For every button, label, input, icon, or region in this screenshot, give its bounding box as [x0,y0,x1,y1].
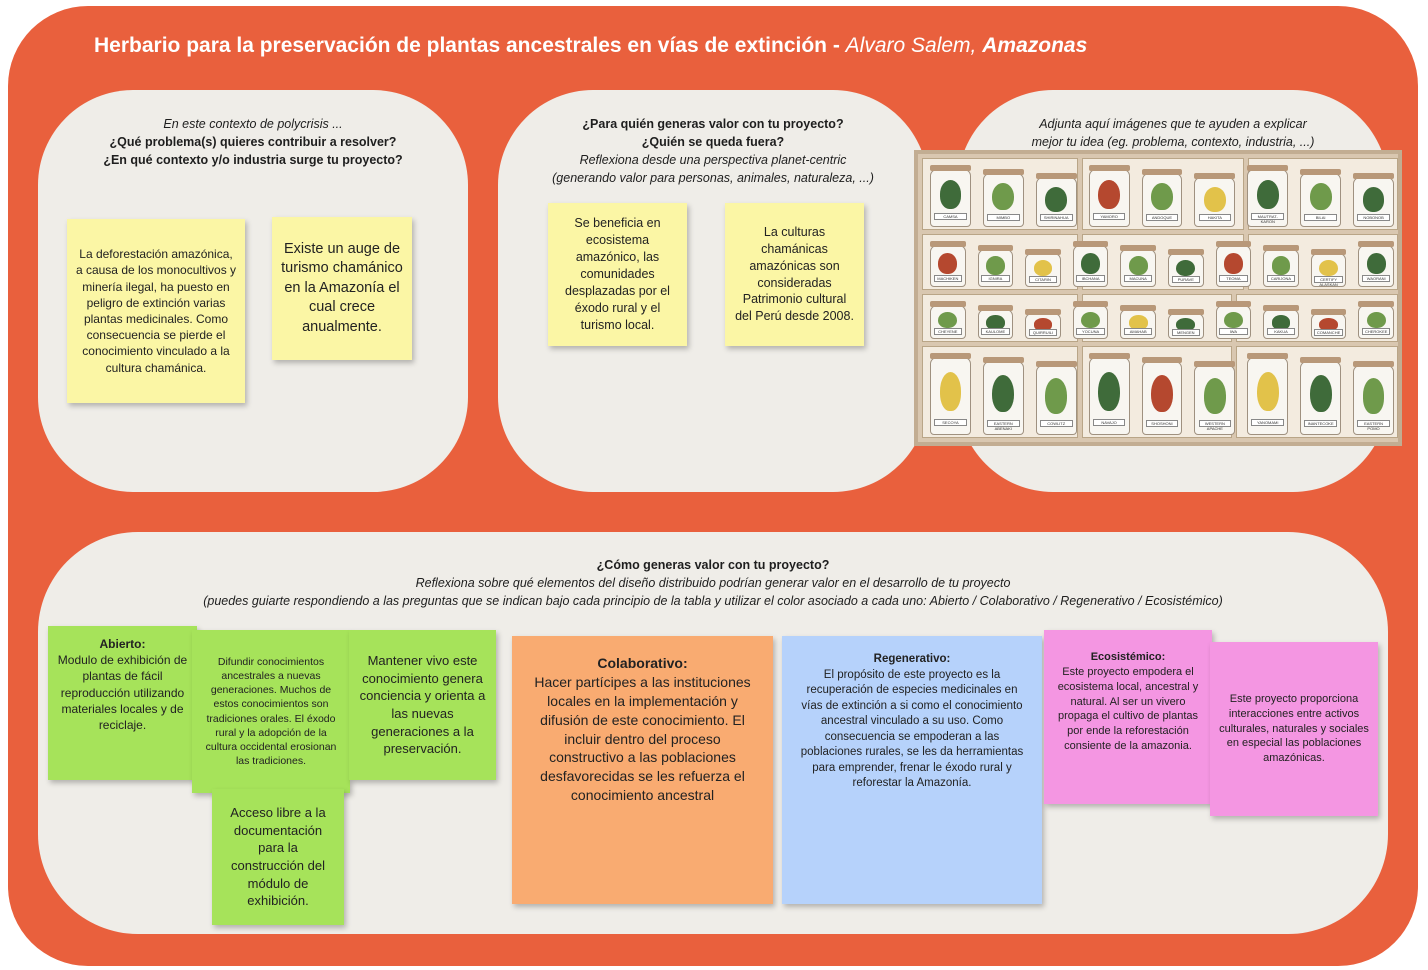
jar-label: CERTIFY ALASKAN [1314,276,1342,283]
herb-jar [978,249,1014,287]
plant-leaf-icon [1081,253,1100,274]
jar-lid [1168,249,1204,255]
plant-leaf-icon [1257,372,1279,412]
sticky-note-beneficiaries[interactable]: Se beneficia en ecosistema amazónico, las comunidades desplazadas por el éxodo rural y el turismo local. [548,203,687,346]
plant-leaf-icon [1045,378,1067,413]
plant-leaf-icon [992,183,1014,210]
abierto-label: Abierto: [99,637,146,651]
how-header [38,556,1388,610]
board-title [94,34,1087,58]
jar-label: CARIJONA [1267,275,1295,282]
images-header [958,115,1388,151]
jar-lid [930,353,971,359]
plant-leaf-icon [1272,256,1291,275]
plant-leaf-icon [1129,256,1148,275]
herb-jar [930,357,971,435]
jar-label: QUIRRUILI [1029,329,1057,336]
jar-lid [1216,241,1252,247]
jar-label: COWLITZ [1040,420,1073,427]
plant-leaf-icon [1098,180,1120,209]
plant-leaf-icon [986,256,1005,275]
sticky-note-abierto[interactable] [48,626,197,780]
plant-leaf-icon [1224,253,1243,274]
jar-label: MIMBO [987,214,1020,221]
jar-lid [930,165,971,171]
sticky-note-ecosistemico[interactable] [1044,630,1212,804]
jar-label: IBCHANA [1076,275,1104,282]
jar-lid [1089,353,1130,359]
jar-lid [1142,357,1183,363]
plant-leaf-icon [1363,378,1385,413]
jar-label: IWA [1219,328,1247,335]
herb-jar [1120,309,1156,339]
colaborativo-text: Hacer partícipes a las instituciones locales en la implementación y difusión de este conocimiento. El incluir dentro del proceso constructivo a las poblaciones desfavorecidas se les refuerza el conocimiento ancestral [534,673,751,804]
herb-jar [1311,313,1347,339]
jar-lid [1036,361,1077,367]
sticky-note-awareness[interactable]: Mantener vivo este conocimiento genera conciencia y orienta a las nuevas generaciones a la preservación. [349,630,496,780]
jar-label: KAKUA [1267,328,1295,335]
jar-lid [1300,169,1341,175]
plant-leaf-icon [1204,187,1226,212]
jar-label: ANDOQUE [1146,214,1179,221]
plant-leaf-icon [1319,260,1338,277]
jar-label: MENGEN [1172,329,1200,336]
plant-leaf-icon [1367,312,1386,329]
herb-jar [1168,253,1204,287]
images-subhint: mejor tu idea (eg. problema, contexto, industria, ...) [1031,135,1315,149]
jar-label: AMAHAB [1124,328,1152,335]
problem-intro: En este contexto de polycrisis ... [163,117,343,131]
jar-lid [1216,301,1252,307]
jar-lid [930,301,966,307]
plant-leaf-icon [1098,372,1120,412]
jar-lid [1025,249,1061,255]
herb-jar [1300,361,1341,435]
herb-jar [1073,245,1109,287]
sticky-note-colaborativo[interactable] [512,636,773,904]
title-region: Amazonas [982,34,1088,57]
jar-lid [1358,301,1394,307]
how-question: ¿Cómo generas valor con tu proyecto? [596,558,830,572]
plant-leaf-icon [940,180,962,209]
sticky-note-regenerativo[interactable] [782,636,1042,904]
herbarium-shelf-image[interactable] [914,150,1402,446]
sticky-note-oral-traditions[interactable]: Difundir conocimientos ancestrales a nuevas generaciones. Muchos de estos conocimientos son tradiciones orales. El éxodo rural y la adopción de la cultura occidental erosionan las tradiciones. [192,630,350,793]
jar-label: CITARIN [1029,276,1057,283]
herb-jar [978,309,1014,339]
plant-leaf-icon [1151,375,1173,412]
herb-jar [1036,365,1077,435]
plant-leaf-icon [1310,183,1332,210]
jar-lid [930,241,966,247]
herb-jar [1216,245,1252,287]
jar-lid [1089,165,1130,171]
jar-lid [1073,301,1109,307]
context-question: ¿En qué contexto y/o industria surge tu proyecto? [103,153,403,167]
jar-lid [1025,309,1061,315]
herb-jar [1247,169,1288,227]
plant-leaf-icon [1204,378,1226,413]
jar-label: NOBONOB [1357,214,1390,221]
sticky-note-heritage[interactable]: La culturas chamánicas amazónicas son consideradas Patrimonio cultural del Perú desde 2008. [725,203,864,346]
herb-jar [1025,313,1061,339]
jar-label: NAVAJO [1093,419,1126,426]
jar-label: SECOYA [934,419,967,426]
sticky-note-tourism[interactable]: Existe un auge de turismo chamánico en la Amazonía el cual crece anualmente. [272,217,412,360]
herb-jar [1089,169,1130,227]
jar-lid [1120,245,1156,251]
herb-jar [1358,245,1394,287]
jar-label: EASTERN ABENAKI [987,420,1020,427]
jar-label: INANTECOKE [1304,420,1337,427]
plant-leaf-icon [1224,312,1243,329]
abierto-text: Modulo de exhibición de plantas de fácil reproducción utilizando materiales locales y de reciclaje. [57,653,188,732]
plant-leaf-icon [1034,260,1053,277]
herb-jar [1073,305,1109,339]
jar-label: CHEROKEE [1362,328,1390,335]
plant-leaf-icon [940,372,962,412]
ecosistemico-text: Este proyecto empodera el ecosistema local, ancestral y natural. Al ser un vivero propaga el cultivo de plantas por ende la reforestación consiente de la amazonia. [1057,665,1199,753]
plant-leaf-icon [1081,312,1100,329]
planet-centric-subhint: (generando valor para personas, animales, naturaleza, ...) [552,171,874,185]
jar-label: BILAI [1304,214,1337,221]
plant-leaf-icon [1310,375,1332,412]
jar-label: TEOMA [1219,275,1247,282]
herb-jar [1120,249,1156,287]
herb-jar [930,169,971,227]
jar-label: HAKITA [1199,214,1232,221]
jar-label: SHIRINAHUA [1040,214,1073,221]
herb-jar [1036,177,1077,227]
plant-leaf-icon [1151,183,1173,210]
jar-label: MAUTRAT-KARON [1251,213,1284,220]
herb-jar [1194,177,1235,227]
herb-jar [1300,173,1341,227]
jar-lid [1353,173,1394,179]
images-hint: Adjunta aquí imágenes que te ayuden a explicar [1039,117,1307,131]
herb-jar [1142,173,1183,227]
planet-centric-hint: Reflexiona desde una perspectiva planet-centric [579,153,847,167]
herb-jar [1353,177,1394,227]
regenerativo-label: Regenerativo: [873,653,951,665]
jar-lid [1358,241,1394,247]
herb-jar [1089,357,1130,435]
herb-jar [1142,361,1183,435]
plant-leaf-icon [1257,180,1279,209]
problem-header [38,115,468,169]
sticky-note-deforestation[interactable]: La deforestación amazónica, a causa de los monocultivos y minería ilegal, ha puesto en peligro de extinción varias plantas medicinales. Como consecuencia se pierde el conocimiento vinculado a la cultura chamánica. [67,219,245,403]
ecosistemico-label: Ecosistémico: [1090,651,1166,663]
jar-lid [1120,305,1156,311]
how-subhint: (puedes guiarte respondiendo a las preguntas que se indican bajo cada principio de la tabla y utilizar el color asociado a cada uno: Abierto / Colaborativo / Regenerativo / Ecosistémico) [203,594,1223,608]
plant-leaf-icon [938,312,957,329]
left-out-question: ¿Quién se queda fuera? [641,135,785,149]
plant-leaf-icon [1363,187,1385,212]
herb-jar [1358,305,1394,339]
jar-label: PURAVE [1172,276,1200,283]
jar-lid [1247,353,1288,359]
jar-label: CAMSA [934,213,967,220]
herb-jar [1263,249,1299,287]
jar-label: MACHIKEN [934,275,962,282]
jar-label: WAORANI [1362,275,1390,282]
problem-question: ¿Qué problema(s) quieres contribuir a resolver? [109,135,397,149]
herb-jar [1025,253,1061,287]
jar-label: KAULOME [981,328,1009,335]
jar-lid [1263,305,1299,311]
plant-leaf-icon [992,375,1014,412]
jar-label: CHEYENE [934,328,962,335]
plant-leaf-icon [1367,253,1386,274]
jar-lid [983,357,1024,363]
jar-lid [1311,249,1347,255]
herb-jar [1194,365,1235,435]
title-author: Alvaro Salem, [845,34,977,57]
for-whom-question: ¿Para quién generas valor con tu proyecto? [582,117,844,131]
sticky-note-interactions[interactable]: Este proyecto proporciona interacciones entre activos culturales, naturales y sociales en especial las poblaciones amazónicas. [1210,642,1378,816]
jar-label: WESTERN APACHE [1199,420,1232,427]
jar-label: YOCUNA [1076,328,1104,335]
jar-label: IGNIRA [981,275,1009,282]
plant-leaf-icon [1045,187,1067,212]
jar-lid [1247,165,1288,171]
herb-jar [1263,309,1299,339]
plant-leaf-icon [938,253,957,274]
colaborativo-label: Colaborativo: [597,655,688,671]
herb-jar [1247,357,1288,435]
jar-label: EASTERN POMO [1357,420,1390,427]
herb-jar [1311,253,1347,287]
herb-jar [1353,365,1394,435]
jar-lid [1194,173,1235,179]
jar-lid [978,245,1014,251]
jar-lid [1073,241,1109,247]
jar-lid [1300,357,1341,363]
jar-lid [1263,245,1299,251]
herb-jar [930,305,966,339]
jar-label: COMANCHE [1314,329,1342,336]
title-main: Herbario para la preservación de plantas ancestrales en vías de extinción - [94,34,840,57]
jar-lid [1036,173,1077,179]
jar-label: YAMORO [1093,213,1126,220]
herb-jar [930,245,966,287]
regenerativo-text: El propósito de este proyecto es la recuperación de especies medicinales en vías de extinción a si como el conocimiento ancestral vinculado a su uso. Como consecuencia se empoderan a las poblaciones rurales, se les da herramientas para emprender, frenar le éxodo rural y reforestar la Amazonía. [800,668,1024,790]
jar-label: MACUNA [1124,275,1152,282]
herb-jar [1168,313,1204,339]
jar-lid [1142,169,1183,175]
jar-lid [1194,361,1235,367]
jar-lid [978,305,1014,311]
sticky-note-open-access[interactable]: Acceso libre a la documentación para la construcción del módulo de exhibición. [212,789,344,925]
jar-lid [1353,361,1394,367]
how-hint: Reflexiona sobre qué elementos del diseño distribuido podrían generar valor en el desarrollo de tu proyecto [415,576,1011,590]
jar-lid [1168,309,1204,315]
herb-jar [983,361,1024,435]
jar-label: SHOSHONI [1146,420,1179,427]
stakeholders-header [498,115,928,187]
jar-label: YANOMAMI [1251,419,1284,426]
herb-jar [983,173,1024,227]
herb-jar [1216,305,1252,339]
jar-lid [983,169,1024,175]
plant-leaf-icon [1176,260,1195,277]
jar-lid [1311,309,1347,315]
